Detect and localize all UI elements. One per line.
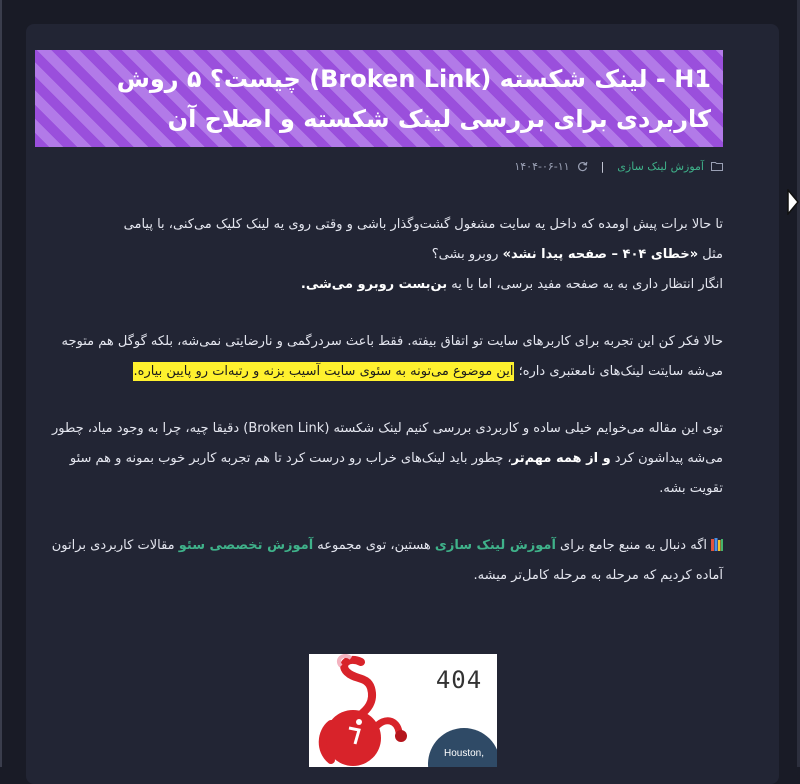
error-404-bold: «خطای ۴۰۴ – صفحه پیدا نشد» <box>502 247 699 262</box>
paragraph-experience <box>35 327 723 387</box>
title-banner <box>35 50 723 147</box>
slide-toggle-arrow-icon[interactable] <box>787 189 799 215</box>
refresh-icon <box>577 161 588 172</box>
link-building-tutorial-link[interactable]: آموزش لینک سازی <box>434 538 556 553</box>
article-body <box>35 210 723 618</box>
deadend-bold: بن‌بست روبرو می‌شی. <box>300 277 448 292</box>
resources-text-2: هستین، توی مجموعه <box>313 538 435 553</box>
error-404-illustration <box>309 654 497 767</box>
experience-text: حالا فکر کن این تجربه برای کاربرهای سایت تو اتفاق بیفته. فقط باعث سردرگمی و نارضایتی نمی‌شه، بلکه گوگل هم متوجه می‌شه سایتت لینک‌های نامعتبری داره؛ <box>61 334 723 379</box>
deadend-prefix: انگار انتظار داری به یه صفحه مفید برسی، اما با یه <box>447 277 723 292</box>
paragraph-article-scope <box>35 414 723 504</box>
page-edge-left <box>0 0 2 767</box>
intro-line-2-suffix: روبرو بشی؟ <box>431 247 503 262</box>
resources-text-3: مقالات کاربردی براتون آماده کردیم که مرحله به مرحله کامل‌تر میشه. <box>51 538 723 583</box>
houston-caption: Houston, <box>443 748 485 759</box>
scope-bold: و از همه مهم‌تر <box>511 451 611 466</box>
intro-line-1: تا حالا برات پیش اومده که داخل یه سایت مشغول گشت‌وگذار باشی و وقتی روی یه لینک کلیک می‌کنی، با پیامی <box>123 217 723 232</box>
intro-line-2-prefix: مثل <box>698 247 723 262</box>
seo-warning-highlight: این موضوع می‌تونه به سئوی سایت آسیب بزنه و رتبه‌ات رو پایین بیاره. <box>133 364 514 379</box>
scope-text-1: توی این مقاله می‌خوایم خیلی ساده و کاربردی بررسی کنیم لینک شکسته (Broken Link) دقیقا چیه، چرا به وجود میاد، چطور می‌شه پیداشون کرد <box>51 421 723 466</box>
meta-separator: | <box>600 159 605 173</box>
post-meta <box>35 156 723 176</box>
page-title: H1 - لینک شکسته (Broken Link) چیست؟ ۵ روش کاربردی برای بررسی لینک شکسته و اصلاح آن <box>116 65 711 133</box>
paragraph-resources <box>35 531 723 591</box>
folder-icon <box>711 161 723 171</box>
category-link[interactable]: آموزش لینک سازی <box>617 159 704 173</box>
paragraph-intro <box>35 210 723 270</box>
paragraph-deadend <box>35 270 723 300</box>
seo-tutorial-link[interactable]: آموزش تخصصی سئو <box>178 538 314 553</box>
books-icon <box>711 538 723 551</box>
error-code-text: 404 <box>435 666 483 694</box>
updated-date: ۱۴۰۴-۰۶-۱۱ <box>514 159 570 173</box>
scope-text-2: ، چطور باید لینک‌های خراب رو درست کرد تا هم تجربه کاربر خوب بمونه و هم سئو تقویت بشه. <box>69 451 723 496</box>
resources-text-1: اگه دنبال یه منبع جامع برای <box>555 538 707 553</box>
